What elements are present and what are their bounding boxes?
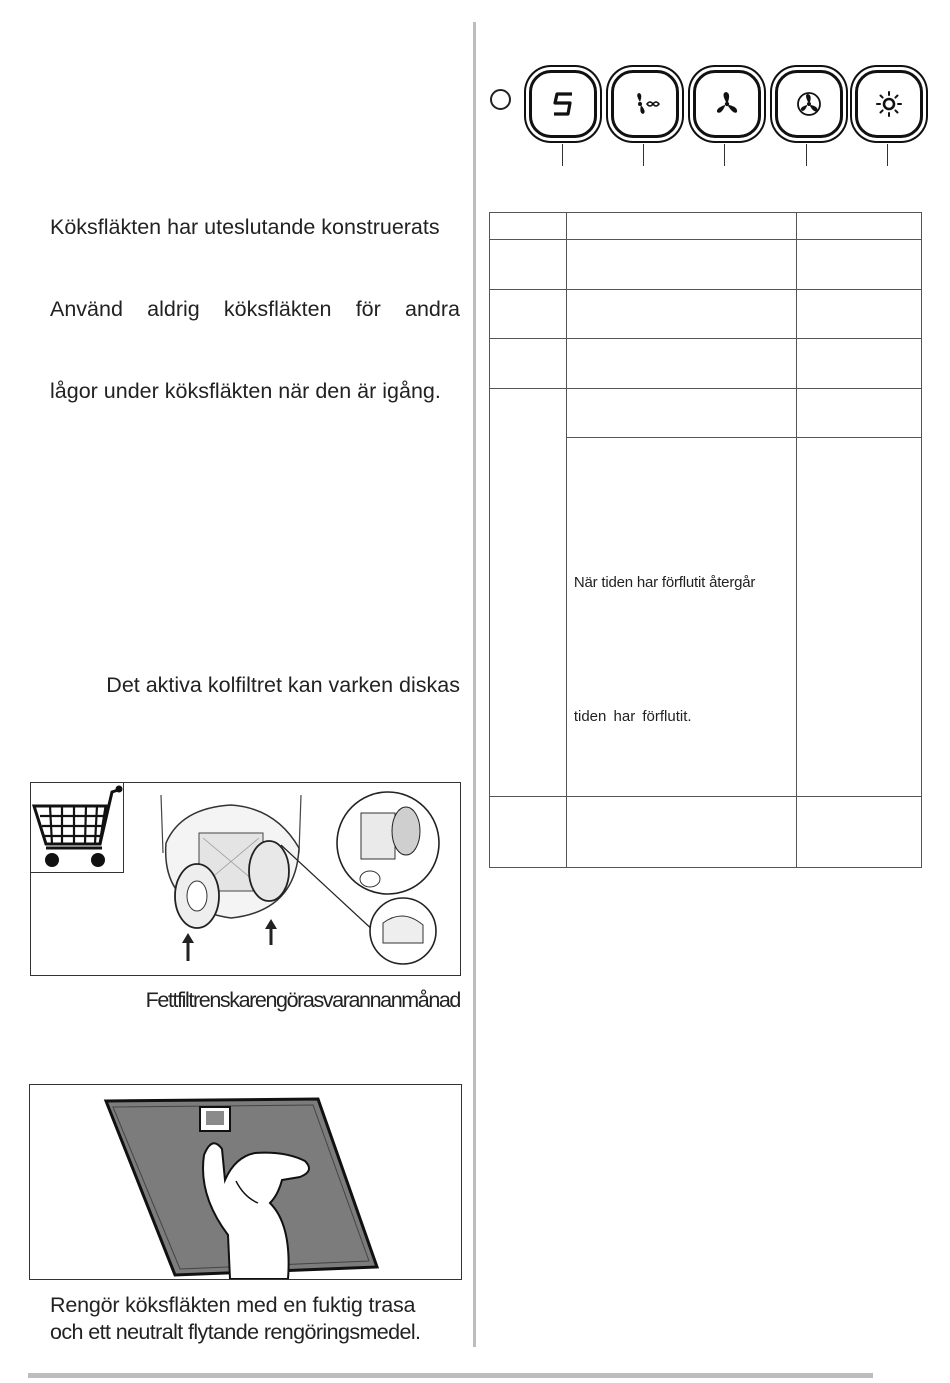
fan-speed-2-tick — [724, 144, 725, 166]
grease-filter-illustration — [30, 1085, 461, 1279]
light-button[interactable] — [855, 70, 923, 138]
table-row — [490, 797, 922, 868]
fan-speed-2-button[interactable] — [693, 70, 761, 138]
table-cell — [566, 240, 796, 290]
table-cell — [490, 339, 567, 389]
table-cell — [490, 240, 567, 290]
table-row — [490, 339, 922, 389]
table-cell — [797, 213, 922, 240]
fan-speed-3-button[interactable] — [775, 70, 843, 138]
table-cell — [490, 389, 567, 797]
table-header-row — [490, 213, 922, 240]
table-cell — [490, 290, 567, 339]
shopping-cart-icon — [30, 782, 123, 872]
table-cell — [566, 290, 796, 339]
table-row — [490, 389, 922, 438]
caption-cleaning — [50, 1292, 460, 1346]
table-cell — [566, 339, 796, 389]
table-cell — [797, 240, 922, 290]
status-indicator-icon — [490, 89, 511, 110]
grease-filter-figure — [29, 1084, 462, 1280]
caption-grease-filter: Fettfiltrenskarengörasvarannanmånad — [145, 988, 460, 1012]
paragraph-warning: Använd aldrig köksfläkten för andra — [50, 297, 460, 321]
table-cell — [566, 797, 796, 868]
table-cell — [490, 213, 567, 240]
timer-text-1: När tiden har förflutit återgår — [573, 574, 756, 591]
table-cell — [797, 339, 922, 389]
light-tick — [887, 144, 888, 166]
fan-speed-3-tick — [806, 144, 807, 166]
timer-button[interactable] — [529, 70, 597, 138]
timer-button-tick — [562, 144, 563, 166]
caption-cleaning-line1: Rengör köksfläkten med en fuktig trasa — [50, 1293, 416, 1317]
fan-speed-2-icon — [711, 88, 743, 120]
paragraph-intended-use: Köksfläkten har uteslutande konstruerats — [50, 215, 440, 239]
table-cell — [797, 389, 922, 438]
caption-cleaning-line2: och ett neutralt flytande rengöringsmedel. — [50, 1320, 421, 1344]
column-divider — [473, 22, 476, 1347]
light-icon — [873, 88, 905, 120]
fan-speed-1-button[interactable] — [611, 70, 679, 138]
table-cell — [566, 389, 796, 438]
cart-icon-box — [30, 782, 124, 873]
fan-speed-3-icon — [793, 88, 825, 120]
timer-text-2: tiden har förflutit. — [573, 708, 692, 725]
timer-s-icon — [548, 89, 578, 119]
paragraph-carbon-filter: Det aktiva kolfiltret kan varken diskas — [106, 673, 460, 697]
table-cell — [566, 213, 796, 240]
table-row — [490, 290, 922, 339]
table-cell-timer-description — [566, 438, 796, 797]
table-cell — [797, 797, 922, 868]
fan-speed-1-tick — [643, 144, 644, 166]
paragraph-flames: lågor under köksfläkten när den är igång. — [50, 379, 441, 403]
table-row — [490, 240, 922, 290]
table-cell — [797, 438, 922, 797]
table-cell — [797, 290, 922, 339]
footer-rule — [28, 1373, 873, 1378]
controls-table — [489, 212, 922, 868]
fan-speed-1-icon — [629, 88, 661, 120]
table-cell — [490, 797, 567, 868]
